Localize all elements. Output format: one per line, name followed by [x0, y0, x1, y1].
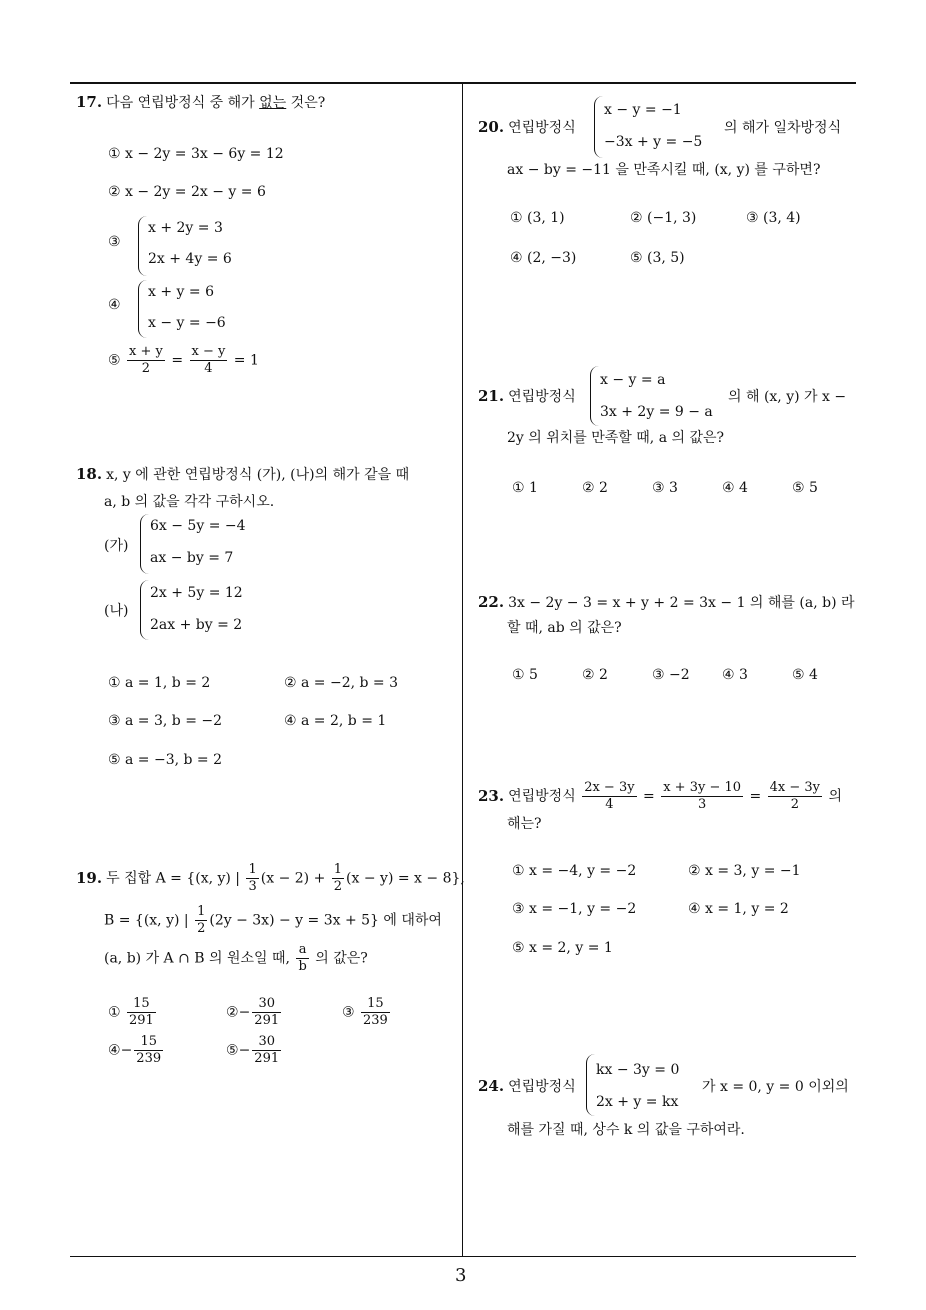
q19-option-2[interactable]: ②− $\frac{30}{291}$ [226, 996, 280, 1028]
q17-option-4-brace [138, 280, 147, 338]
q19-option-1[interactable]: ① $\frac{15}{291}$ [108, 996, 154, 1028]
question-23: 23. 연립방정식 $\frac{2x - 3y}{4}$ = $\frac{x + 3y - 10}{3}$ = $\frac{4x - 3y}{2}$ 의 [478, 780, 843, 812]
question-17: 17. 다음 연립방정식 중 해가 없는 것은? [76, 93, 326, 111]
q20-option-4[interactable]: ④ (2, −3) [510, 250, 577, 266]
q20-option-1[interactable]: ① (3, 1) [510, 210, 565, 226]
q22-option-3[interactable]: ③ −2 [652, 667, 690, 683]
q23-option-4[interactable]: ④ x = 1, y = 2 [688, 901, 789, 917]
q20-option-3[interactable]: ③ (3, 4) [746, 210, 801, 226]
question-19: 19. 두 집합 A = {(x, y) | $\frac{1}{3}$ (x − 2) + $\frac{1}{2}$ (x − y) = x − 8}, [76, 862, 465, 894]
question-22-line2: 할 때, ab 의 값은? [507, 620, 622, 636]
q23-option-3[interactable]: ③ x = −1, y = −2 [512, 901, 637, 917]
q17-option-1[interactable]: ① x − 2y = 3x − 6y = 12 [108, 146, 284, 162]
q18-option-1[interactable]: ① a = 1, b = 2 [108, 675, 211, 691]
question-number: 17. [76, 93, 103, 111]
bottom-rule [70, 1256, 856, 1257]
question-18-line2: a, b 의 값을 각각 구하시오. [104, 494, 275, 510]
q22-option-4[interactable]: ④ 3 [722, 667, 748, 683]
question-20: 20. 연립방정식 [478, 118, 576, 136]
q18-option-3[interactable]: ③ a = 3, b = −2 [108, 713, 223, 729]
q21-option-1[interactable]: ① 1 [512, 480, 538, 496]
top-rule [70, 82, 856, 84]
q17-option-3-label[interactable]: ③ [108, 234, 121, 250]
column-divider [462, 82, 463, 1257]
question-22: 22. 3x − 2y − 3 = x + y + 2 = 3x − 1 의 해를 (a, b) 라 [478, 593, 855, 611]
q22-option-5[interactable]: ⑤ 4 [792, 667, 818, 683]
question-24: 24. 연립방정식 [478, 1077, 576, 1095]
q21-option-5[interactable]: ⑤ 5 [792, 480, 818, 496]
q19-option-4[interactable]: ④− $\frac{15}{239}$ [108, 1034, 162, 1066]
q23-option-2[interactable]: ② x = 3, y = −1 [688, 863, 801, 879]
q19-option-3[interactable]: ③ $\frac{15}{239}$ [342, 996, 388, 1028]
q21-option-2[interactable]: ② 2 [582, 480, 608, 496]
q17-option-2[interactable]: ② x − 2y = 2x − y = 6 [108, 184, 266, 200]
q17-option-3-brace [138, 216, 147, 276]
q21-option-4[interactable]: ④ 4 [722, 480, 748, 496]
page-number: 3 [455, 1265, 467, 1286]
question-21-line2: 2y 의 위치를 만족할 때, a 의 값은? [507, 430, 725, 446]
q20-option-5[interactable]: ⑤ (3, 5) [630, 250, 685, 266]
question-20-line2: ax − by = −11 을 만족시킬 때, (x, y) 를 구하면? [507, 162, 821, 178]
q18-option-2[interactable]: ② a = −2, b = 3 [284, 675, 399, 691]
question-23-line2: 해는? [507, 816, 542, 832]
q17-option-5[interactable]: ⑤ $\frac{x + y}{2}$ = $\frac{x - y}{4}$ = 1 [108, 344, 259, 376]
question-24-line2: 해를 가질 때, 상수 k 의 값을 구하여라. [507, 1122, 745, 1138]
question-19-line3: (a, b) 가 A ∩ B 의 원소일 때, $\frac{a}{b}$ 의 값은? [104, 942, 368, 974]
q22-option-2[interactable]: ② 2 [582, 667, 608, 683]
q18-system-ga-label: (가) [104, 538, 129, 554]
q18-option-5[interactable]: ⑤ a = −3, b = 2 [108, 752, 223, 768]
q20-option-2[interactable]: ② (−1, 3) [630, 210, 697, 226]
q23-option-1[interactable]: ① x = −4, y = −2 [512, 863, 637, 879]
q18-option-4[interactable]: ④ a = 2, b = 1 [284, 713, 387, 729]
q18-system-na-label: (나) [104, 603, 129, 619]
question-18: 18. x, y 에 관한 연립방정식 (가), (나)의 해가 같을 때 [76, 465, 410, 483]
question-21: 21. 연립방정식 [478, 387, 576, 405]
question-19-line2: B = {(x, y) | $\frac{1}{2}$ (2y − 3x) − y = 3x + 5} 에 대하여 [104, 904, 442, 936]
q22-option-1[interactable]: ① 5 [512, 667, 538, 683]
q23-option-5[interactable]: ⑤ x = 2, y = 1 [512, 940, 613, 956]
q19-option-5[interactable]: ⑤− $\frac{30}{291}$ [226, 1034, 280, 1066]
q17-option-4-label[interactable]: ④ [108, 297, 121, 313]
q21-option-3[interactable]: ③ 3 [652, 480, 678, 496]
